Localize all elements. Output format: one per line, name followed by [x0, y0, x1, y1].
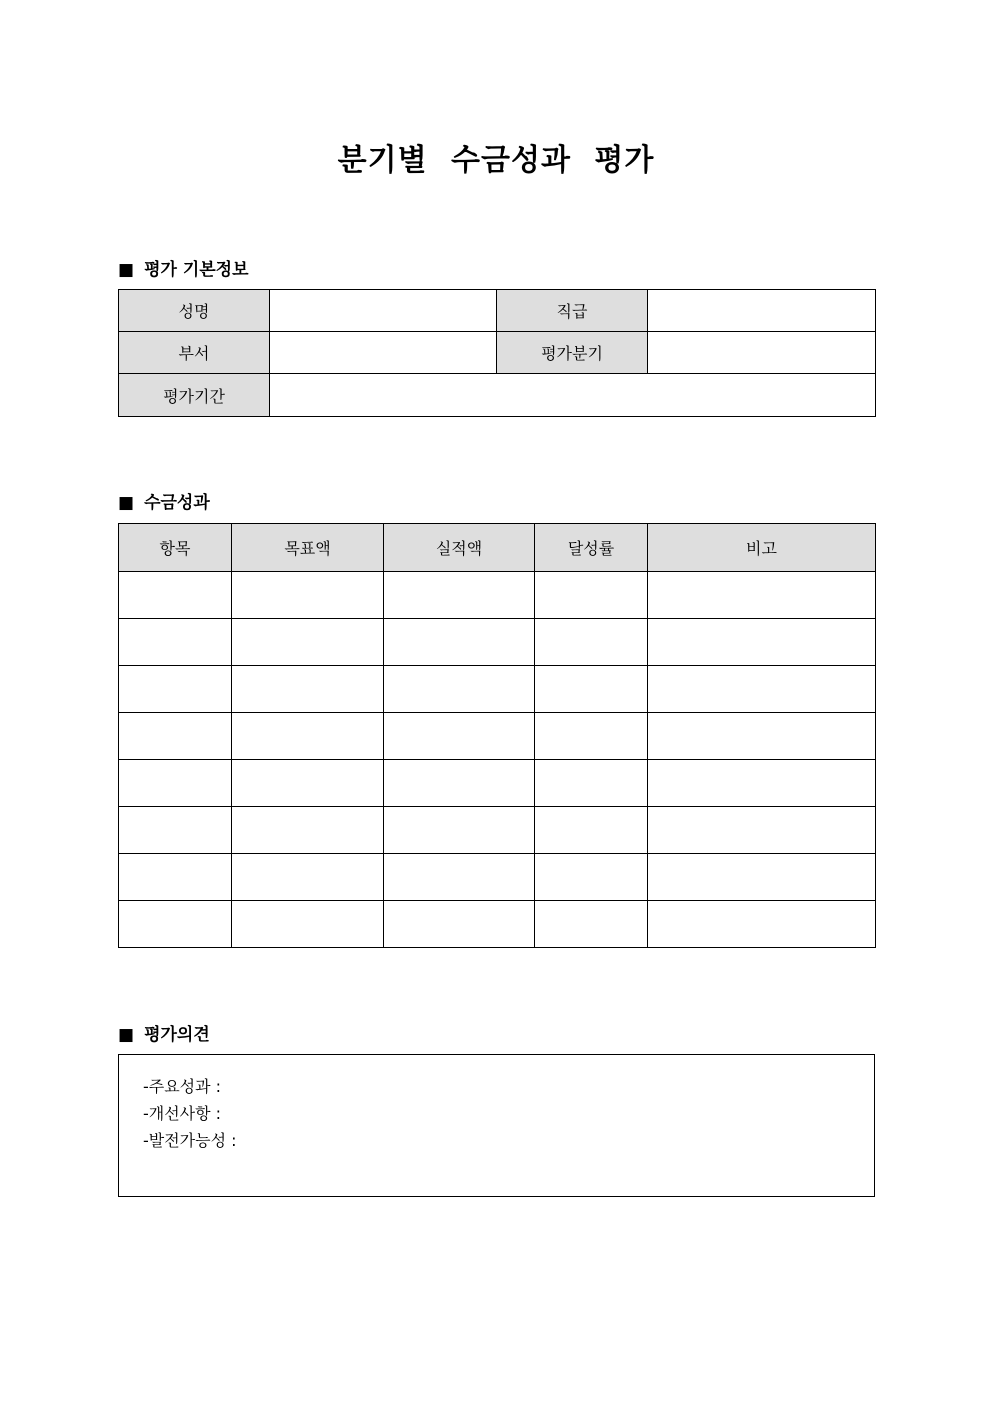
table-row [119, 332, 876, 374]
position-field[interactable] [648, 290, 876, 332]
section-heading-basic-info [118, 255, 249, 280]
cell-rate[interactable] [535, 619, 648, 666]
square-bullet-icon: ■ [118, 260, 135, 280]
department-label: 부서 [119, 332, 270, 374]
table-row [119, 572, 876, 619]
cell-item[interactable] [119, 713, 232, 760]
section-heading-label: 수금성과 [144, 493, 210, 513]
cell-item[interactable] [119, 619, 232, 666]
cell-rate[interactable] [535, 807, 648, 854]
cell-actual[interactable] [384, 807, 535, 854]
basic-info-table [118, 289, 876, 417]
cell-actual[interactable] [384, 901, 535, 948]
name-label: 성명 [119, 290, 270, 332]
square-bullet-icon: ■ [118, 493, 135, 513]
section-heading-label: 평가의견 [144, 1025, 210, 1045]
quarter-field[interactable] [648, 332, 876, 374]
period-field[interactable] [270, 374, 876, 417]
cell-note[interactable] [648, 854, 876, 901]
department-field[interactable] [270, 332, 497, 374]
column-header-note: 비고 [648, 524, 876, 572]
cell-note[interactable] [648, 666, 876, 713]
cell-note[interactable] [648, 572, 876, 619]
cell-target[interactable] [232, 901, 384, 948]
square-bullet-icon: ■ [118, 1025, 135, 1045]
cell-item[interactable] [119, 572, 232, 619]
table-row [119, 374, 876, 417]
table-row [119, 290, 876, 332]
column-header-item: 항목 [119, 524, 232, 572]
name-field[interactable] [270, 290, 497, 332]
cell-target[interactable] [232, 572, 384, 619]
section-heading-performance [118, 488, 210, 513]
cell-target[interactable] [232, 760, 384, 807]
cell-note[interactable] [648, 619, 876, 666]
cell-rate[interactable] [535, 760, 648, 807]
opinion-textbox[interactable] [118, 1054, 875, 1197]
period-label: 평가기간 [119, 374, 270, 417]
column-header-rate: 달성률 [535, 524, 648, 572]
cell-rate[interactable] [535, 901, 648, 948]
column-header-actual: 실적액 [384, 524, 535, 572]
cell-actual[interactable] [384, 572, 535, 619]
section-heading-opinion [118, 1020, 210, 1045]
cell-actual[interactable] [384, 854, 535, 901]
table-row [119, 901, 876, 948]
table-row [119, 619, 876, 666]
table-row [119, 666, 876, 713]
cell-rate[interactable] [535, 666, 648, 713]
cell-target[interactable] [232, 666, 384, 713]
page-title: 분기별 수금성과 평가 [337, 143, 655, 178]
table-row [119, 713, 876, 760]
cell-item[interactable] [119, 666, 232, 713]
opinion-line-growth-potential: -발전가능성 : [143, 1131, 237, 1150]
cell-target[interactable] [232, 713, 384, 760]
cell-note[interactable] [648, 713, 876, 760]
cell-target[interactable] [232, 854, 384, 901]
cell-rate[interactable] [535, 713, 648, 760]
cell-actual[interactable] [384, 760, 535, 807]
quarter-label: 평가분기 [497, 332, 648, 374]
section-heading-label: 평가 기본정보 [144, 260, 249, 280]
opinion-line-improvements: -개선사항 : [143, 1104, 222, 1123]
cell-rate[interactable] [535, 572, 648, 619]
position-label: 직급 [497, 290, 648, 332]
opinion-line-key-achievements: -주요성과 : [143, 1077, 222, 1096]
table-row [119, 807, 876, 854]
cell-note[interactable] [648, 760, 876, 807]
table-row [119, 760, 876, 807]
cell-item[interactable] [119, 854, 232, 901]
cell-target[interactable] [232, 619, 384, 666]
cell-actual[interactable] [384, 666, 535, 713]
performance-table [118, 523, 876, 948]
cell-item[interactable] [119, 807, 232, 854]
cell-rate[interactable] [535, 854, 648, 901]
cell-note[interactable] [648, 901, 876, 948]
cell-actual[interactable] [384, 713, 535, 760]
table-header-row [119, 524, 876, 572]
table-row [119, 854, 876, 901]
cell-note[interactable] [648, 807, 876, 854]
column-header-target: 목표액 [232, 524, 384, 572]
cell-actual[interactable] [384, 619, 535, 666]
cell-item[interactable] [119, 760, 232, 807]
cell-target[interactable] [232, 807, 384, 854]
cell-item[interactable] [119, 901, 232, 948]
